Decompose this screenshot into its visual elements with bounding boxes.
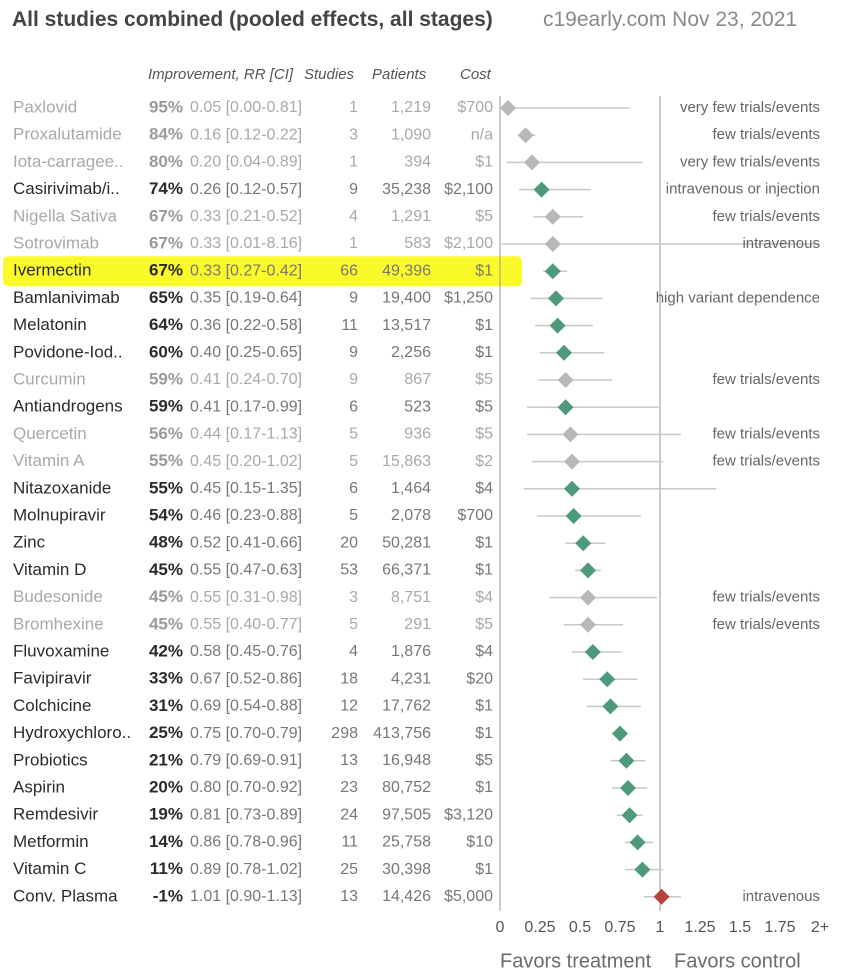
row-patients: 25,758 — [382, 833, 431, 851]
row-patients: 1,876 — [390, 643, 431, 661]
row-rr-ci: 0.26 [0.12-0.57] — [190, 180, 303, 198]
row-cost: $5,000 — [444, 888, 493, 906]
point-estimate-marker — [556, 345, 572, 361]
row-studies: 3 — [349, 126, 358, 144]
row-improvement: 67% — [148, 260, 183, 280]
forest-row — [13, 832, 654, 851]
forest-row — [13, 777, 647, 796]
forest-row — [13, 560, 601, 579]
row-treatment-name: Aspirin — [13, 777, 65, 797]
row-patients: 867 — [404, 371, 431, 389]
x-tick-label: 1.5 — [728, 919, 752, 937]
row-patients: 8,751 — [390, 588, 431, 606]
favors-treatment-label: Favors treatment — [500, 950, 652, 973]
row-treatment-name: Favipiravir — [13, 668, 92, 688]
point-estimate-marker — [534, 182, 550, 198]
row-cost: $1 — [475, 697, 493, 715]
row-patients: 35,238 — [382, 180, 431, 198]
row-note: few trials/events — [712, 452, 820, 470]
forest-row — [13, 451, 820, 470]
row-note: few trials/events — [712, 615, 820, 633]
forest-row — [13, 97, 820, 116]
row-studies: 9 — [349, 180, 358, 198]
row-improvement: 33% — [148, 668, 183, 688]
point-estimate-marker — [580, 617, 596, 633]
point-estimate-marker — [575, 535, 591, 551]
row-treatment-name: Vitamin D — [13, 559, 87, 579]
row-rr-ci: 0.55 [0.47-0.63] — [190, 561, 303, 579]
row-patients: 15,863 — [382, 452, 431, 470]
forest-row — [13, 614, 820, 633]
row-improvement: 59% — [148, 396, 183, 416]
row-treatment-name: Vitamin A — [13, 451, 85, 471]
point-estimate-marker — [548, 290, 564, 306]
forest-row — [13, 369, 820, 388]
row-rr-ci: 0.05 [0.00-0.81] — [190, 99, 303, 117]
row-rr-ci: 0.67 [0.52-0.86] — [190, 670, 303, 688]
forest-row — [13, 125, 820, 144]
row-note: few trials/events — [712, 588, 820, 606]
row-patients: 66,371 — [382, 561, 431, 579]
x-tick-label: 1.25 — [684, 919, 716, 937]
row-studies: 5 — [349, 425, 358, 443]
header-studies: Studies — [304, 66, 355, 83]
row-treatment-name: Casirivimab/i.. — [13, 179, 120, 199]
row-cost: $1 — [475, 561, 493, 579]
row-cost: $2,100 — [444, 180, 493, 198]
row-patients: 1,219 — [390, 99, 431, 117]
row-note: few trials/events — [712, 207, 820, 225]
row-patients: 17,762 — [382, 697, 431, 715]
row-studies: 4 — [349, 208, 358, 226]
row-rr-ci: 0.58 [0.45-0.76] — [190, 643, 303, 661]
row-studies: 20 — [340, 534, 358, 552]
chart-source-date: c19early.com Nov 23, 2021 — [543, 8, 798, 31]
row-cost: $1 — [475, 262, 493, 280]
forest-row — [13, 696, 641, 715]
point-estimate-marker — [618, 753, 634, 769]
row-studies: 6 — [349, 480, 358, 498]
forest-row — [13, 723, 628, 742]
row-studies: 6 — [349, 398, 358, 416]
row-cost: $1 — [475, 860, 493, 878]
row-treatment-name: Nigella Sativa — [13, 206, 117, 226]
row-improvement: 20% — [148, 777, 183, 797]
row-studies: 4 — [349, 643, 358, 661]
row-cost: $1 — [475, 779, 493, 797]
row-treatment-name: Melatonin — [13, 315, 87, 335]
row-rr-ci: 0.81 [0.73-0.89] — [190, 806, 303, 824]
row-treatment-name: Metformin — [13, 831, 89, 851]
row-studies: 53 — [340, 561, 358, 579]
row-studies: 3 — [349, 588, 358, 606]
row-rr-ci: 0.45 [0.20-1.02] — [190, 452, 303, 470]
point-estimate-marker — [654, 889, 670, 905]
row-cost: $700 — [457, 507, 493, 525]
row-rr-ci: 0.40 [0.25-0.65] — [190, 344, 303, 362]
row-cost: $1 — [475, 344, 493, 362]
point-estimate-marker — [518, 127, 534, 143]
row-cost: $5 — [475, 752, 493, 770]
row-patients: 50,281 — [382, 534, 431, 552]
row-patients: 1,291 — [390, 208, 431, 226]
row-cost: $20 — [466, 670, 493, 688]
row-rr-ci: 0.33 [0.01-8.16] — [190, 235, 303, 253]
row-treatment-name: Ivermectin — [13, 260, 92, 280]
forest-row — [13, 587, 820, 606]
row-treatment-name: Vitamin C — [13, 859, 87, 879]
point-estimate-marker — [580, 562, 596, 578]
row-patients: 291 — [404, 616, 431, 634]
row-rr-ci: 0.89 [0.78-1.02] — [190, 860, 303, 878]
row-studies: 5 — [349, 616, 358, 634]
row-patients: 16,948 — [382, 752, 431, 770]
header-improvement: Improvement, RR [CI] — [148, 66, 294, 83]
row-cost: $10 — [466, 833, 493, 851]
row-patients: 2,256 — [390, 344, 431, 362]
row-note: very few trials/events — [679, 153, 820, 171]
point-estimate-marker — [562, 426, 578, 442]
point-estimate-marker — [545, 236, 561, 252]
row-note: intravenous — [742, 234, 820, 252]
forest-row — [13, 533, 606, 552]
row-improvement: 11% — [149, 859, 183, 879]
forest-row — [13, 750, 646, 769]
row-studies: 11 — [341, 833, 358, 851]
row-studies: 9 — [349, 371, 358, 389]
x-tick-label: 1.75 — [764, 919, 796, 937]
point-estimate-marker — [550, 318, 566, 334]
row-rr-ci: 0.45 [0.15-1.35] — [190, 480, 303, 498]
row-patients: 1,464 — [390, 480, 431, 498]
row-studies: 1 — [349, 235, 358, 253]
forest-row — [13, 397, 658, 416]
forest-row — [13, 478, 716, 497]
row-cost: $1,250 — [444, 289, 493, 307]
forest-row — [13, 233, 820, 252]
row-cost: $2,100 — [444, 235, 493, 253]
row-cost: $4 — [475, 480, 493, 498]
point-estimate-marker — [566, 508, 582, 524]
row-cost: $1 — [475, 316, 493, 334]
row-treatment-name: Zinc — [13, 532, 46, 552]
row-studies: 13 — [340, 888, 358, 906]
row-improvement: 55% — [148, 451, 183, 471]
forest-row — [13, 288, 820, 307]
row-rr-ci: 0.35 [0.19-0.64] — [190, 289, 303, 307]
point-estimate-marker — [585, 644, 601, 660]
row-rr-ci: 0.33 [0.27-0.42] — [190, 262, 303, 280]
row-treatment-name: Quercetin — [13, 423, 87, 443]
forest-row — [13, 179, 820, 198]
x-tick-label: 1 — [655, 919, 665, 937]
row-cost: $5 — [475, 398, 493, 416]
row-rr-ci: 0.46 [0.23-0.88] — [190, 507, 303, 525]
row-treatment-name: Curcumin — [13, 369, 86, 389]
row-rr-ci: 0.16 [0.12-0.22] — [190, 126, 303, 144]
row-treatment-name: Fluvoxamine — [13, 641, 110, 661]
point-estimate-marker — [545, 209, 561, 225]
row-treatment-name: Budesonide — [13, 587, 103, 607]
row-improvement: 59% — [148, 369, 183, 389]
row-cost: $5 — [475, 425, 493, 443]
row-studies: 25 — [340, 860, 358, 878]
row-improvement: 84% — [148, 124, 183, 144]
row-rr-ci: 0.41 [0.17-0.99] — [190, 398, 303, 416]
row-patients: 97,505 — [382, 806, 431, 824]
x-tick-label: 2+ — [810, 919, 830, 937]
row-improvement: -1% — [152, 886, 183, 906]
row-studies: 5 — [349, 452, 358, 470]
header-patients: Patients — [372, 66, 427, 83]
row-rr-ci: 0.52 [0.41-0.66] — [190, 534, 303, 552]
row-improvement: 19% — [148, 804, 183, 824]
row-cost: $5 — [475, 371, 493, 389]
row-studies: 298 — [331, 724, 358, 742]
x-tick-label: 0 — [495, 919, 505, 937]
row-treatment-name: Nitazoxanide — [13, 478, 112, 498]
row-treatment-name: Antiandrogens — [13, 396, 123, 416]
row-improvement: 45% — [148, 587, 183, 607]
row-note: few trials/events — [712, 425, 820, 443]
row-rr-ci: 0.86 [0.78-0.96] — [190, 833, 303, 851]
row-note: few trials/events — [712, 126, 820, 144]
row-improvement: 45% — [148, 559, 183, 579]
row-studies: 1 — [349, 153, 358, 171]
row-treatment-name: Paxlovid — [13, 97, 78, 117]
row-treatment-name: Probiotics — [13, 750, 88, 770]
row-patients: 1,090 — [390, 126, 431, 144]
point-estimate-marker — [524, 154, 540, 170]
row-studies: 23 — [340, 779, 358, 797]
row-improvement: 42% — [148, 641, 183, 661]
row-improvement: 65% — [148, 287, 183, 307]
row-treatment-name: Sotrovimab — [13, 233, 99, 253]
row-cost: n/a — [470, 126, 493, 144]
forest-row — [13, 859, 663, 878]
row-rr-ci: 0.55 [0.40-0.77] — [190, 616, 303, 634]
row-patients: 413,756 — [373, 724, 431, 742]
row-cost: $700 — [457, 99, 493, 117]
row-studies: 24 — [340, 806, 358, 824]
point-estimate-marker — [612, 726, 628, 742]
row-improvement: 25% — [148, 723, 183, 743]
row-studies: 5 — [349, 507, 358, 525]
row-note: intravenous or injection — [665, 180, 820, 198]
row-rr-ci: 0.75 [0.70-0.79] — [190, 724, 303, 742]
row-cost: $1 — [475, 153, 493, 171]
row-improvement: 80% — [148, 151, 183, 171]
row-patients: 936 — [404, 425, 431, 443]
row-improvement: 21% — [148, 750, 183, 770]
row-improvement: 74% — [148, 179, 183, 199]
point-estimate-marker — [564, 454, 580, 470]
row-improvement: 54% — [148, 505, 183, 525]
point-estimate-marker — [602, 698, 618, 714]
row-patients: 30,398 — [382, 860, 431, 878]
row-patients: 394 — [404, 153, 431, 171]
row-improvement: 55% — [148, 478, 183, 498]
row-improvement: 60% — [148, 342, 183, 362]
row-studies: 66 — [340, 262, 358, 280]
row-studies: 12 — [340, 697, 358, 715]
row-treatment-name: Bromhexine — [13, 614, 104, 634]
chart-title: All studies combined (pooled effects, all stages) — [12, 8, 493, 31]
row-patients: 80,752 — [382, 779, 431, 797]
row-improvement: 56% — [148, 423, 183, 443]
point-estimate-marker — [580, 590, 596, 606]
row-cost: $3,120 — [444, 806, 493, 824]
forest-row — [13, 669, 638, 688]
row-cost: $5 — [475, 208, 493, 226]
x-tick-label: 0.5 — [568, 919, 592, 937]
row-rr-ci: 0.36 [0.22-0.58] — [190, 316, 303, 334]
row-note: few trials/events — [712, 370, 820, 388]
point-estimate-marker — [634, 862, 650, 878]
row-cost: $4 — [475, 643, 493, 661]
forest-row — [13, 342, 604, 361]
row-treatment-name: Iota-carragee.. — [13, 151, 124, 171]
forest-row — [13, 505, 641, 524]
row-cost: $4 — [475, 588, 493, 606]
row-rr-ci: 0.44 [0.17-1.13] — [190, 425, 303, 443]
row-improvement: 31% — [148, 695, 183, 715]
row-patients: 2,078 — [390, 507, 431, 525]
forest-row — [13, 424, 820, 443]
row-studies: 13 — [340, 752, 358, 770]
row-improvement: 67% — [148, 233, 183, 253]
row-rr-ci: 0.69 [0.54-0.88] — [190, 697, 303, 715]
x-tick-label: 0.25 — [524, 919, 556, 937]
row-note: intravenous — [742, 887, 820, 905]
row-improvement: 67% — [148, 206, 183, 226]
row-treatment-name: Molnupiravir — [13, 505, 106, 525]
row-studies: 1 — [349, 99, 358, 117]
row-treatment-name: Hydroxychloro.. — [13, 723, 132, 743]
favors-control-label: Favors control — [674, 950, 801, 973]
row-cost: $1 — [475, 534, 493, 552]
point-estimate-marker — [620, 780, 636, 796]
row-patients: 4,231 — [390, 670, 431, 688]
row-patients: 49,396 — [382, 262, 431, 280]
row-studies: 9 — [349, 289, 358, 307]
row-patients: 19,400 — [382, 289, 431, 307]
row-improvement: 45% — [148, 614, 183, 634]
row-studies: 18 — [340, 670, 358, 688]
row-rr-ci: 0.20 [0.04-0.89] — [190, 153, 303, 171]
row-studies: 11 — [341, 316, 358, 334]
point-estimate-marker — [564, 481, 580, 497]
point-estimate-marker — [599, 671, 615, 687]
row-treatment-name: Bamlanivimab — [13, 287, 120, 307]
forest-row — [13, 641, 622, 660]
point-estimate-marker — [558, 372, 574, 388]
forest-row — [13, 805, 642, 824]
header-cost: Cost — [460, 66, 491, 83]
row-improvement: 95% — [148, 97, 183, 117]
row-patients: 14,426 — [382, 888, 431, 906]
row-rr-ci: 0.80 [0.70-0.92] — [190, 779, 303, 797]
row-cost: $2 — [475, 452, 493, 470]
row-treatment-name: Colchicine — [13, 695, 92, 715]
row-cost: $5 — [475, 616, 493, 634]
row-cost: $1 — [475, 724, 493, 742]
row-note: high variant dependence — [655, 289, 820, 307]
row-studies: 9 — [349, 344, 358, 362]
x-tick-label: 0.75 — [604, 919, 636, 937]
point-estimate-marker — [622, 807, 638, 823]
row-improvement: 14% — [148, 831, 183, 851]
forest-row — [13, 315, 593, 334]
row-treatment-name: Remdesivir — [13, 804, 99, 824]
point-estimate-marker — [545, 263, 561, 279]
row-rr-ci: 1.01 [0.90-1.13] — [190, 888, 303, 906]
row-improvement: 64% — [148, 315, 183, 335]
forest-row — [13, 152, 820, 171]
point-estimate-marker — [558, 399, 574, 415]
row-rr-ci: 0.79 [0.69-0.91] — [190, 752, 303, 770]
point-estimate-marker — [500, 100, 516, 116]
row-patients: 523 — [404, 398, 431, 416]
forest-row — [13, 206, 820, 225]
row-treatment-name: Conv. Plasma — [13, 886, 118, 906]
row-improvement: 48% — [148, 532, 183, 552]
row-rr-ci: 0.33 [0.21-0.52] — [190, 208, 303, 226]
forest-row — [13, 886, 820, 905]
row-rr-ci: 0.55 [0.31-0.98] — [190, 588, 303, 606]
point-estimate-marker — [630, 834, 646, 850]
row-rr-ci: 0.41 [0.24-0.70] — [190, 371, 303, 389]
row-treatment-name: Povidone-Iod.. — [13, 342, 123, 362]
row-patients: 13,517 — [382, 316, 431, 334]
row-note: very few trials/events — [679, 98, 820, 116]
row-patients: 583 — [404, 235, 431, 253]
row-treatment-name: Proxalutamide — [13, 124, 122, 144]
